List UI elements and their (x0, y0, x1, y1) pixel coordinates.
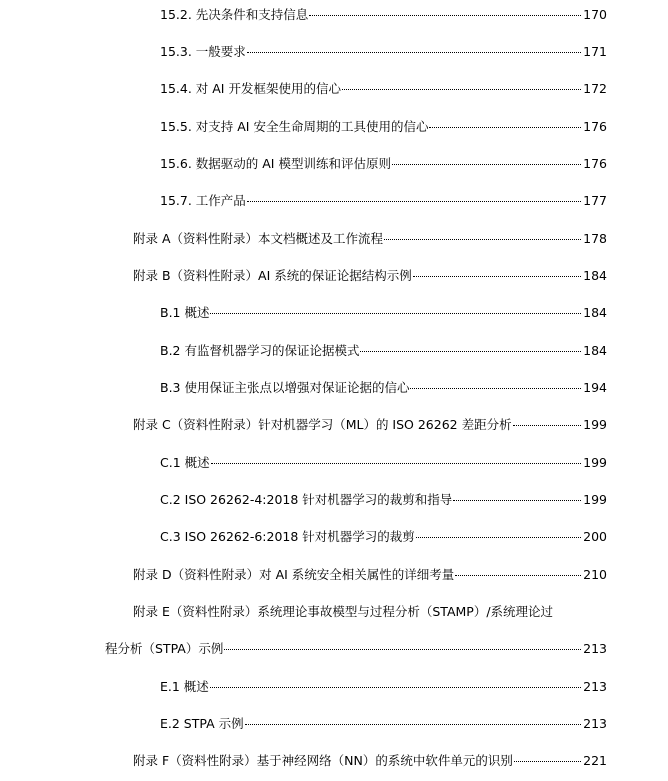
toc-entry-page: 184 (583, 268, 607, 283)
toc-entry-page: 171 (583, 44, 607, 59)
toc-entry-title: C.1 概述 (160, 455, 210, 470)
toc-leader-dots (247, 200, 581, 202)
toc-entry-page: 176 (583, 119, 607, 134)
toc-entry-title: B.1 概述 (160, 305, 210, 320)
toc-entry-page: 172 (583, 81, 607, 96)
toc-entry-title: E.1 概述 (160, 679, 209, 694)
toc-entry-title: 附录 B（资料性附录）AI 系统的保证论据结构示例 (133, 268, 412, 283)
toc-entry-title: C.2 ISO 26262-4:2018 针对机器学习的裁剪和指导 (160, 492, 453, 507)
toc-entry-page: 213 (583, 716, 607, 731)
toc-entry[interactable] (160, 116, 607, 138)
toc-entry-title: 15.7. 工作产品 (160, 193, 246, 208)
toc-entry-page: 200 (583, 529, 607, 544)
toc-entry[interactable] (160, 340, 607, 362)
toc-entry-title: C.3 ISO 26262-6:2018 针对机器学习的裁剪 (160, 529, 415, 544)
toc-entry-title: 15.4. 对 AI 开发框架使用的信心 (160, 81, 341, 96)
toc-leader-dots (384, 238, 581, 240)
toc-entry-title: B.2 有监督机器学习的保证论据模式 (160, 343, 360, 358)
toc-entry-page: 221 (583, 753, 607, 768)
toc-entry-page: 213 (583, 641, 607, 656)
toc-entry-title: 附录 E（资料性附录）系统理论事故模型与过程分析（STAMP）/系统理论过 (133, 604, 554, 619)
toc-leader-dots (455, 574, 581, 576)
toc-entry-title: 15.2. 先决条件和支持信息 (160, 7, 309, 22)
toc-entry[interactable] (160, 78, 607, 100)
toc-entry[interactable] (133, 265, 607, 287)
toc-entry[interactable] (160, 676, 607, 698)
toc-entry[interactable] (160, 4, 607, 26)
toc-entry-title: 程分析（STPA）示例 (105, 641, 224, 656)
toc-entry-page: 170 (583, 7, 607, 22)
toc-leader-dots (513, 424, 582, 426)
toc-entry[interactable] (160, 377, 607, 399)
toc-entry[interactable] (160, 452, 607, 474)
toc-entry-page: 199 (583, 417, 607, 432)
toc-entry-page: 199 (583, 492, 607, 507)
toc-entry[interactable] (160, 526, 607, 548)
toc-entry[interactable] (133, 564, 607, 586)
toc-entry-page: 199 (583, 455, 607, 470)
toc-leader-dots (224, 648, 581, 650)
toc-entry[interactable] (133, 750, 607, 772)
toc-entry[interactable] (160, 190, 607, 212)
toc-leader-dots (413, 275, 581, 277)
toc-entry-title: 15.3. 一般要求 (160, 44, 246, 59)
toc-entry-title: 15.6. 数据驱动的 AI 模型训练和评估原则 (160, 156, 391, 171)
toc-leader-dots (309, 14, 581, 16)
toc-entry[interactable] (160, 302, 607, 324)
toc-entry-title: 附录 A（资料性附录）本文档概述及工作流程 (133, 231, 384, 246)
toc-entry[interactable] (160, 153, 607, 175)
toc-entry-page: 178 (583, 231, 607, 246)
toc-entry[interactable] (160, 713, 607, 735)
toc-leader-dots (416, 536, 581, 538)
toc-entry[interactable] (133, 601, 553, 623)
toc-leader-dots (211, 462, 582, 464)
toc-entry-page: 184 (583, 305, 607, 320)
toc-leader-dots (392, 163, 581, 165)
toc-entry-title: B.3 使用保证主张点以增强对保证论据的信心 (160, 380, 410, 395)
toc-leader-dots (429, 126, 581, 128)
toc-entry-title: 附录 F（资料性附录）基于神经网络（NN）的系统中软件单元的识别 (133, 753, 513, 768)
toc-entry[interactable] (133, 414, 607, 436)
toc-entry-title: 附录 D（资料性附录）对 AI 系统安全相关属性的详细考量 (133, 567, 455, 582)
toc-leader-dots (453, 499, 581, 501)
toc-entry-title: 附录 C（资料性附录）针对机器学习（ML）的 ISO 26262 差距分析 (133, 417, 512, 432)
toc-leader-dots (210, 686, 581, 688)
toc-entry[interactable] (160, 41, 607, 63)
toc-entry-page: 194 (583, 380, 607, 395)
toc-entry[interactable] (160, 489, 607, 511)
toc-entry-page: 177 (583, 193, 607, 208)
toc-entry-page: 184 (583, 343, 607, 358)
toc-leader-dots (245, 723, 582, 725)
toc-leader-dots (410, 387, 581, 389)
toc-entry-title: 15.5. 对支持 AI 安全生命周期的工具使用的信心 (160, 119, 429, 134)
toc-entry-continuation[interactable] (105, 638, 607, 660)
toc-leader-dots (247, 51, 581, 53)
toc-leader-dots (342, 88, 581, 90)
toc-entry-title: E.2 STPA 示例 (160, 716, 244, 731)
toc-entry[interactable] (133, 228, 607, 250)
toc-leader-dots (210, 312, 581, 314)
toc-entry-page: 176 (583, 156, 607, 171)
toc-entry-page: 210 (583, 567, 607, 582)
toc-entry-page: 213 (583, 679, 607, 694)
toc-leader-dots (360, 350, 581, 352)
toc-leader-dots (514, 760, 581, 762)
